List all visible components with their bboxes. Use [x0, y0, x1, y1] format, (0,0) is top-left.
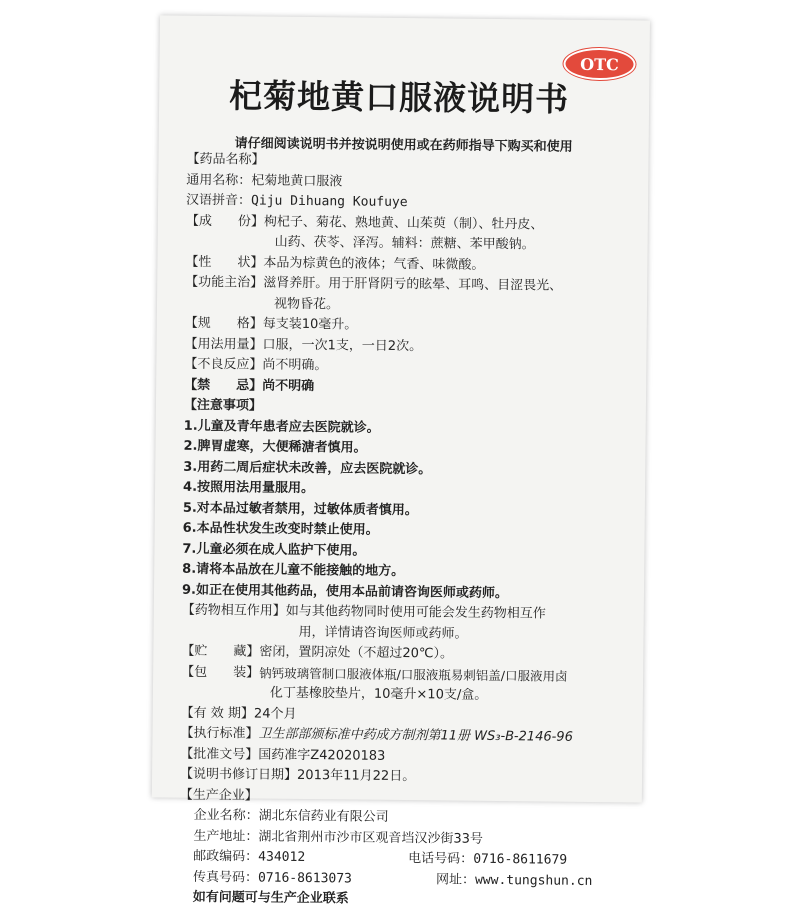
- spec-label: 【规 格】: [184, 315, 263, 332]
- adverse-label: 【不良反应】: [184, 356, 263, 373]
- contra-value: 尚不明确: [262, 378, 315, 394]
- appearance-value: 本品为棕黄色的液体；气香、味微酸。: [263, 255, 485, 273]
- indications-label: 【功能主治】: [185, 274, 264, 291]
- precautions-header: 【注意事项】: [183, 397, 263, 414]
- website-label: 网址：: [435, 871, 476, 888]
- phone-label: 电话号码：: [408, 851, 474, 867]
- leaflet: [152, 15, 650, 907]
- precaution-item: 7.儿童必须在成人监护下使用。: [182, 541, 366, 559]
- revision-value: 2013年11月22日。: [296, 767, 416, 785]
- footer-note: 如有问题可与生产企业联系: [192, 889, 349, 907]
- dosage-label: 【用法用量】: [184, 336, 263, 353]
- ingredients-line2: 山药、茯苓、泽泻。辅料：蔗糖、苯甲酸钠。: [274, 234, 535, 253]
- postcode-label: 邮政编码：: [193, 848, 259, 865]
- generic-name: 通用名称：杞菊地黄口服液: [186, 172, 343, 189]
- storage-value: 密闭，置阴凉处（不超过20℃）。: [259, 644, 454, 662]
- approval-value: 国药准字Z42020183: [258, 747, 386, 764]
- ingredients-line1: 枸杞子、菊花、熟地黄、山茱萸（制）、牡丹皮、: [263, 214, 544, 232]
- manufacturer-header: 【生产企业】: [179, 787, 258, 804]
- appearance-label: 【性 状】: [185, 254, 264, 271]
- leaflet-body: [179, 150, 637, 913]
- indications-line2: 视物昏花。: [273, 296, 340, 312]
- otc-badge: OTC: [563, 48, 635, 81]
- dosage-value: 口服，一次1支，一日2次。: [262, 337, 423, 354]
- packaging-line1: 钠钙玻璃管制口服液体瓶/口服液瓶易刺铝盖/口服液用卤: [259, 665, 568, 684]
- company-value: 湖北东信药业有限公司: [258, 808, 389, 825]
- company-label: 企业名称：: [193, 807, 259, 824]
- interactions-label: 【药物相互作用】: [181, 602, 286, 619]
- approval-label: 【批准文号】: [180, 746, 259, 763]
- fax-label: 传真号码：: [192, 869, 259, 886]
- subtitle: 请仔细阅读说明书并按说明使用或在药师指导下购买和使用: [234, 136, 573, 155]
- indications-line1: 滋肾养肝。用于肝肾阴亏的眩晕、耳鸣、目涩畏光、: [263, 275, 563, 294]
- postcode-value: 434012: [258, 849, 306, 866]
- precaution-item: 3.用药二周后症状未改善，应去医院就诊。: [183, 459, 432, 477]
- precaution-item: 5.对本品过敏者禁用，过敏体质者慎用。: [182, 500, 418, 518]
- revision-label: 【说明书修订日期】: [179, 766, 298, 783]
- precaution-item: 4.按照用法用量服用。: [182, 479, 315, 497]
- website-value: www.tungshun.cn: [474, 872, 593, 889]
- drug-name-header: 【药品名称】: [186, 151, 265, 168]
- standard-value: 卫生部部颁标准中药成方制剂第11册 WS₃-B-2146-96: [258, 726, 573, 745]
- phone-value: 0716-8611679: [473, 851, 568, 868]
- packaging-line2: 化丁基橡胶垫片，10毫升×10支/盒。: [269, 685, 488, 703]
- page-title: 杞菊地黄口服液说明书: [228, 76, 570, 119]
- contra-label: 【禁 忌】: [184, 377, 263, 394]
- address-value: 湖北省荆州市沙市区观音垱汉沙街33号: [258, 829, 484, 847]
- packaging-label: 【包 装】: [181, 664, 260, 681]
- address-label: 生产地址：: [193, 828, 259, 845]
- precaution-item: 6.本品性状发生改变时禁止使用。: [182, 520, 379, 538]
- interactions-line2: 用，详情请咨询医师或药师。: [298, 624, 468, 642]
- spec-value: 每支装10毫升。: [262, 316, 358, 333]
- fax-value: 0716-8613073: [257, 870, 353, 886]
- pinyin-value: Qiju Dihuang Koufuye: [251, 193, 408, 211]
- pinyin-label: 汉语拼音：: [186, 192, 252, 209]
- precaution-item: 9.如正在使用其他药品，使用本品前请咨询医师或药师。: [181, 582, 509, 601]
- precaution-item: 1.儿童及青年患者应去医院就诊。: [183, 418, 380, 436]
- precaution-item: 2.脾胃虚寒，大便稀溏者慎用。: [183, 438, 367, 456]
- precaution-item: 8.请将本品放在儿童不能接触的地方。: [182, 561, 405, 580]
- interactions-line1: 如与其他药物同时使用可能会发生药物相互作: [285, 603, 546, 622]
- ingredients-label: 【成 份】: [185, 213, 264, 230]
- storage-label: 【贮 藏】: [181, 643, 260, 660]
- standard-label: 【执行标准】: [180, 725, 259, 742]
- validity-label: 【有 效 期】: [180, 705, 255, 721]
- validity-value: 24个月: [253, 705, 297, 722]
- adverse-value: 尚不明确。: [262, 357, 328, 374]
